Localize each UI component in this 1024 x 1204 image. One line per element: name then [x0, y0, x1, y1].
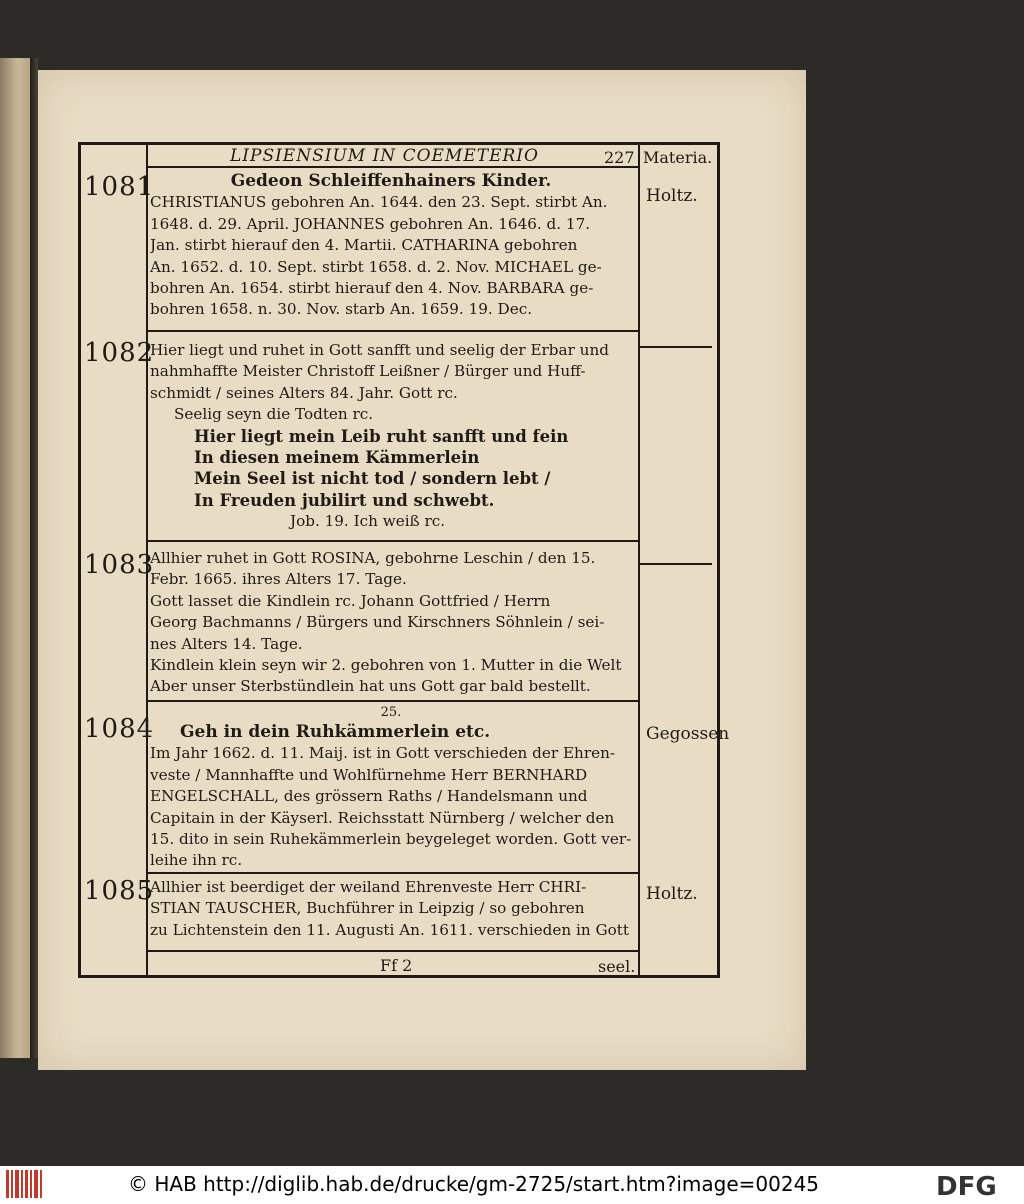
entry-number: 1081 [84, 172, 155, 202]
entry-text-1083 [150, 548, 632, 698]
entry-line: bohren An. 1654. stirbt hierauf den 4. Nov. BARBARA ge- [150, 279, 594, 298]
entry-line: zu Lichtenstein den 11. Augusti An. 1611. verschieden in Gott [150, 920, 629, 939]
verse-reference: 25. [380, 705, 402, 720]
entry-line: Jan. stirbt hierauf den 4. Martii. CATHARINA gebohren [150, 236, 578, 255]
entry-text-1084 [150, 704, 632, 872]
entry-material: Gegossen [646, 724, 730, 744]
entry-text-1085 [150, 877, 632, 941]
signature-mark: Ff 2 [380, 956, 413, 975]
entry-line: An. 1652. d. 10. Sept. stirbt 1658. d. 2. Nov. MICHAEL ge- [150, 257, 602, 276]
materia-column-rule [638, 142, 640, 978]
entry-line: Gott lasset die Kindlein rc. Johann Gottfried / Herrn [150, 591, 551, 610]
entry-line: ENGELSCHALL, des grössern Raths / Handelsmann und [150, 787, 588, 806]
verse-line: In Freuden jubilirt und schwebt. [194, 490, 495, 510]
verse-line: In diesen meinem Kämmerlein [194, 448, 480, 468]
entry-line: leihe ihn rc. [150, 851, 243, 870]
entry-text-1081 [150, 171, 632, 321]
entry-line: 15. dito in sein Ruhekämmerlein beygeleget worden. Gott ver- [150, 830, 632, 849]
facing-page-edge [0, 58, 32, 1058]
entry-line: Georg Bachmanns / Bürgers und Kirschners Söhnlein / sei- [150, 613, 605, 632]
entry-divider-3 [146, 700, 638, 702]
entry-number: 1082 [84, 338, 155, 368]
materia-column-heading: Materia. [643, 148, 713, 167]
book-gutter [30, 58, 38, 1058]
running-title: LIPSIENSIUM IN COEMETERIO [230, 146, 539, 166]
entry-divider-2 [146, 540, 638, 542]
entry-line: Hier liegt und ruhet in Gott sanfft und seelig der Erbar und [150, 341, 609, 359]
library-barcode-icon [6, 1170, 46, 1198]
entry-divider-1 [146, 330, 638, 332]
entry-line: Allhier ist beerdiget der weiland Ehrenveste Herr CHRI- [150, 878, 587, 896]
dfg-logo-text: DFG [936, 1172, 997, 1198]
entry-number: 1084 [84, 714, 155, 744]
entry-line: Aber unser Sterbstündlein hat uns Gott gar bald bestellt. [150, 677, 591, 696]
entry-line: nahmhaffte Meister Christoff Leißner / Bürger und Huff- [150, 362, 586, 381]
dfg-logo [934, 1172, 1020, 1198]
copyright-link[interactable]: © HAB http://diglib.hab.de/drucke/gm-2725/start.htm?image=00245 [128, 1172, 820, 1196]
entry-text-1082 [150, 340, 632, 533]
entry-line: schmidt / seines Alters 84. Jahr. Gott rc. [150, 383, 458, 402]
entry-line: Febr. 1665. ihres Alters 17. Tage. [150, 570, 407, 589]
entry-line: nes Alters 14. Tage. [150, 634, 303, 653]
entry-line: Job. 19. Ich weiß rc. [290, 512, 446, 531]
verse-line: Hier liegt mein Leib ruht sanfft und fein [194, 426, 569, 446]
entry-line: bohren 1658. n. 30. Nov. starb An. 1659. 19. Dec. [150, 300, 533, 319]
entry-divider-4 [146, 872, 638, 874]
entry-line: 1648. d. 29. April. JOHANNES gebohren An. 1646. d. 17. [150, 214, 591, 233]
entry-line: CHRISTIANUS gebohren An. 1644. den 23. Sept. stirbt An. [150, 193, 608, 212]
entry-number: 1085 [84, 876, 155, 906]
materia-divider-2 [640, 563, 712, 565]
header-rule [146, 166, 638, 168]
entry-heading: Gedeon Schleiffenhainers Kinder. [230, 171, 552, 191]
entry-line: veste / Mannhaffte und Wohlfürnehme Herr BERNHARD [150, 765, 588, 784]
entry-line: Allhier ruhet in Gott ROSINA, gebohrne Leschin / den 15. [150, 549, 596, 567]
entry-line: Im Jahr 1662. d. 11. Maij. ist in Gott verschieden der Ehren- [150, 744, 615, 763]
entry-line: STIAN TAUSCHER, Buchführer in Leipzig / so gebohren [150, 899, 585, 918]
entry-line: Capitain in der Käyserl. Reichsstatt Nürnberg / welcher den [150, 808, 615, 827]
materia-divider-1 [640, 346, 712, 348]
entry-line: Seelig seyn die Todten rc. [174, 405, 374, 424]
entry-line: Kindlein klein seyn wir 2. gebohren von 1. Mutter in die Welt [150, 656, 622, 675]
footer-rule [146, 950, 638, 952]
entry-material: Holtz. [646, 186, 698, 206]
verse-line: Mein Seel ist nicht tod / sondern lebt / [194, 469, 551, 489]
page-number: 227 [604, 148, 635, 167]
entry-material: Holtz. [646, 884, 698, 904]
catchword: seel. [598, 957, 636, 976]
entry-number: 1083 [84, 550, 155, 580]
entry-heading: Geh in dein Ruhkämmerlein etc. [180, 722, 491, 742]
